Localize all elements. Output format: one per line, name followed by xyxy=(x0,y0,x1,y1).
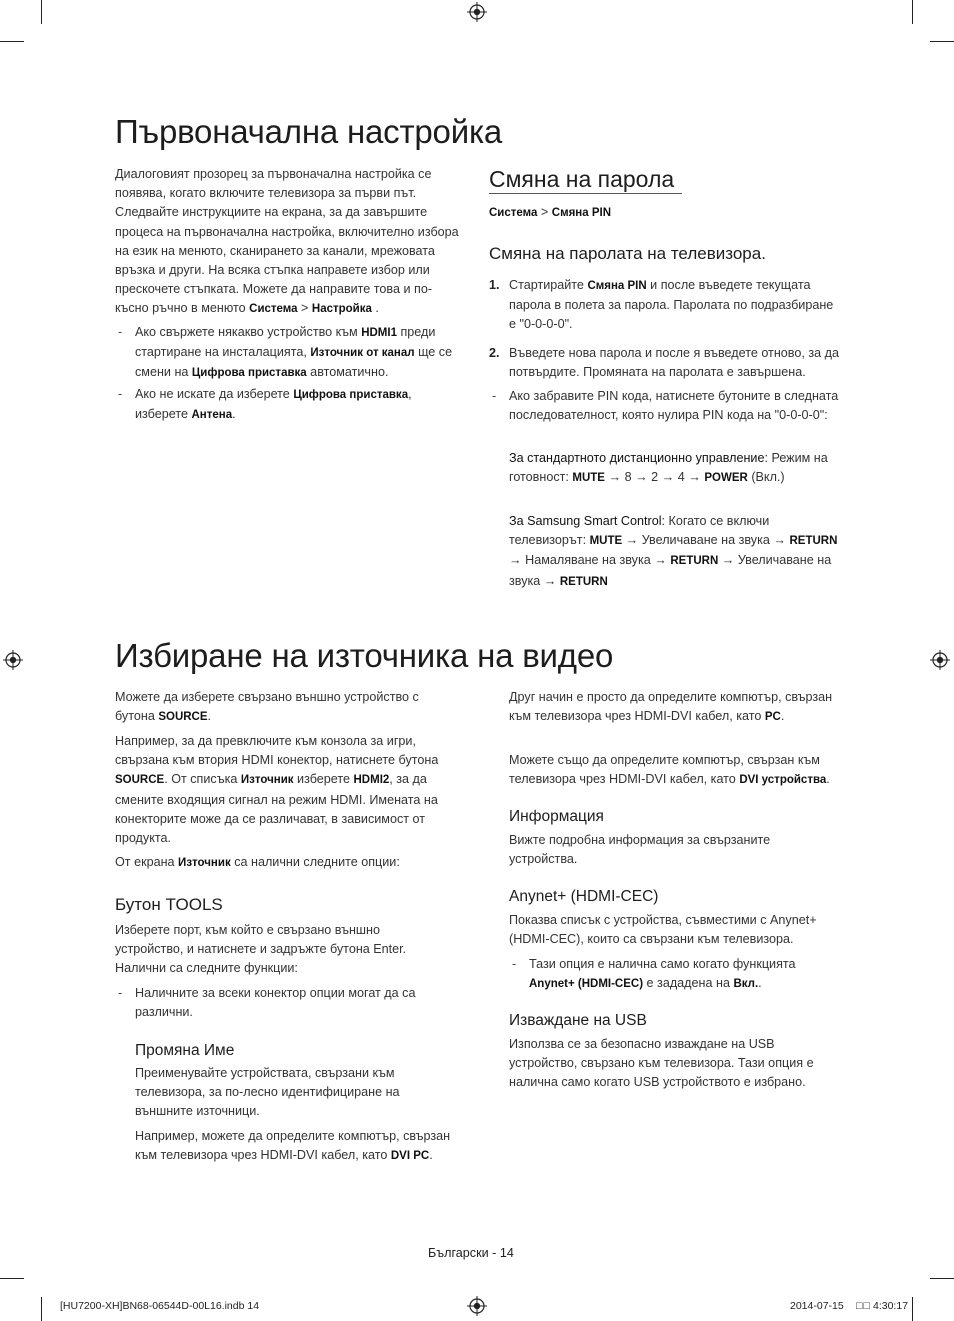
info-text: Вижте подробна информация за свързаните устройства. xyxy=(509,833,771,867)
usb-remove-title: Изваждане на USB xyxy=(509,1012,647,1029)
step-number: 2. xyxy=(489,346,500,360)
initial-setup-intro: Диалоговият прозорец за първоначална настройка се появява, когато включите телевизора за първи път. Следвайте инструкциите на екрана, за да завършите процеса на първоначална настройка, включително избора на език на менюто, сканирането за канали, мрежовата връзка и други. На всяка стъпка направете избор или прескочете стъпката. Можете да направите това и по-късно ръчно в менюто Система > Настройка . xyxy=(115,167,459,316)
registration-mark-icon xyxy=(467,1296,487,1316)
registration-mark-icon xyxy=(467,2,487,22)
crop-mark xyxy=(41,1297,42,1321)
initial-setup-note-antenna: Ако не искате да изберете Цифрова приставка, изберете Антена. xyxy=(135,387,412,422)
password-title-underline xyxy=(489,193,682,194)
crop-mark xyxy=(0,41,24,42)
print-date: 2014-07-15 xyxy=(790,1300,844,1312)
crop-mark xyxy=(41,0,42,24)
page-number: Български - 14 xyxy=(428,1246,514,1260)
bullet-dash: - xyxy=(118,986,123,1000)
rename-example: Например, можете да определите компютър, свързан към телевизора чрез HDMI-DVI кабел, като DVI PC. xyxy=(135,1129,451,1163)
anynet-title: Anynet+ (HDMI-CEC) xyxy=(509,888,659,905)
password-subtitle: Смяна на паролата на телевизора. xyxy=(489,244,766,263)
section-title-video-source: Избиране на източника на видео xyxy=(115,637,614,674)
tools-button-text: Изберете порт, към който е свързано външно устройство, и натиснете и задръжте бутона Enter. Налични са следните функции: xyxy=(115,923,407,976)
crop-mark xyxy=(912,0,913,24)
bullet-dash: - xyxy=(118,325,123,339)
bullet-dash: - xyxy=(512,957,517,971)
crop-mark xyxy=(930,41,954,42)
registration-mark-icon xyxy=(930,650,950,670)
section-title-initial-setup: Първоначална настройка xyxy=(115,113,503,150)
password-step-1: Стартирайте Смяна PIN и после въведете текущата парола в полета за парола. Паролата по подразбиране е "0-0-0-0". xyxy=(509,278,834,332)
crop-mark xyxy=(0,1278,24,1279)
bullet-dash: - xyxy=(492,389,497,403)
tools-button-title: Бутон TOOLS xyxy=(115,895,223,914)
standard-remote-sequence: За стандартното дистанционно управление: Режим на готовност: MUTE → 8 → 2 → 4 → POWER (Вкл.) xyxy=(509,451,828,485)
pc-label-note: Друг начин е просто да определите компютър, свързан към телевизора чрез HDMI-DVI кабел, като PC. xyxy=(509,690,833,724)
crop-mark xyxy=(930,1278,954,1279)
print-time: 4:30:17 xyxy=(873,1300,909,1312)
file-info: [HU7200-XH]BN68-06544D-00L16.indb 14 xyxy=(60,1300,260,1312)
rename-text: Преименувайте устройствата, свързани към телевизора, за по-лесно идентифициране на външните източници. xyxy=(135,1066,400,1119)
initial-setup-note-hdmi: Ако свържете някакво устройство към HDMI1 преди стартиране на инсталацията, Източник от канал ще се смени на Цифрова приставка автоматично. xyxy=(135,325,453,380)
password-reset-note: Ако забравите PIN кода, натиснете бутоните в следната последователност, която нулира PIN кода на "0-0-0-0": xyxy=(509,389,839,423)
breadcrumb: Система > Смяна PIN xyxy=(489,205,611,219)
crop-mark xyxy=(912,1297,913,1321)
rename-title: Промяна Име xyxy=(135,1042,235,1059)
source-intro: Можете да изберете свързано външно устройство с бутона SOURCE. xyxy=(115,690,419,724)
print-box-glyphs: □□ xyxy=(856,1300,871,1312)
step-number: 1. xyxy=(489,278,500,292)
source-options-lead: От екрана Източник са налични следните опции: xyxy=(115,855,400,869)
password-step-2: Въведете нова парола и после я въведете отново, за да потвърдите. Промяната на паролата е завършена. xyxy=(509,346,839,380)
registration-mark-icon xyxy=(3,650,23,670)
source-example: Например, за да превключите към конзола за игри, свързана към втория HDMI конектор, натиснете бутона SOURCE. От списъка Източник изберете HDMI2, за да смените входящия сигнал на режим HDMI. Имената на конекторите може да се различават, в зависимост от продукта. xyxy=(115,734,439,846)
bullet-dash: - xyxy=(118,387,123,401)
anynet-text: Показва списък с устройства, съвместими с Anynet+ (HDMI-CEC), които са свързани към телевизора. xyxy=(509,913,817,947)
info-title: Информация xyxy=(509,808,604,825)
smart-control-sequence: За Samsung Smart Control: Когато се включи телевизорът: MUTE → Увеличаване на звука → RETURN → Намаляване на звука → RETURN → Увеличаване на звука → RETURN xyxy=(509,514,838,588)
anynet-note: Тази опция е налична само когато функцията Anynet+ (HDMI-CEC) е зададена на Вкл.. xyxy=(529,957,796,991)
tools-button-note: Наличните за всеки конектор опции могат да са различни. xyxy=(135,986,416,1020)
password-section-title: Смяна на парола xyxy=(489,166,675,192)
dvi-device-note: Можете също да определите компютър, свързан към телевизора чрез HDMI-DVI кабел, като DVI устройства. xyxy=(509,753,830,787)
usb-remove-text: Използва се за безопасно изваждане на USB устройство, свързано към телевизора. Тази опция е налична само когато USB устройството е избрано. xyxy=(509,1037,814,1090)
